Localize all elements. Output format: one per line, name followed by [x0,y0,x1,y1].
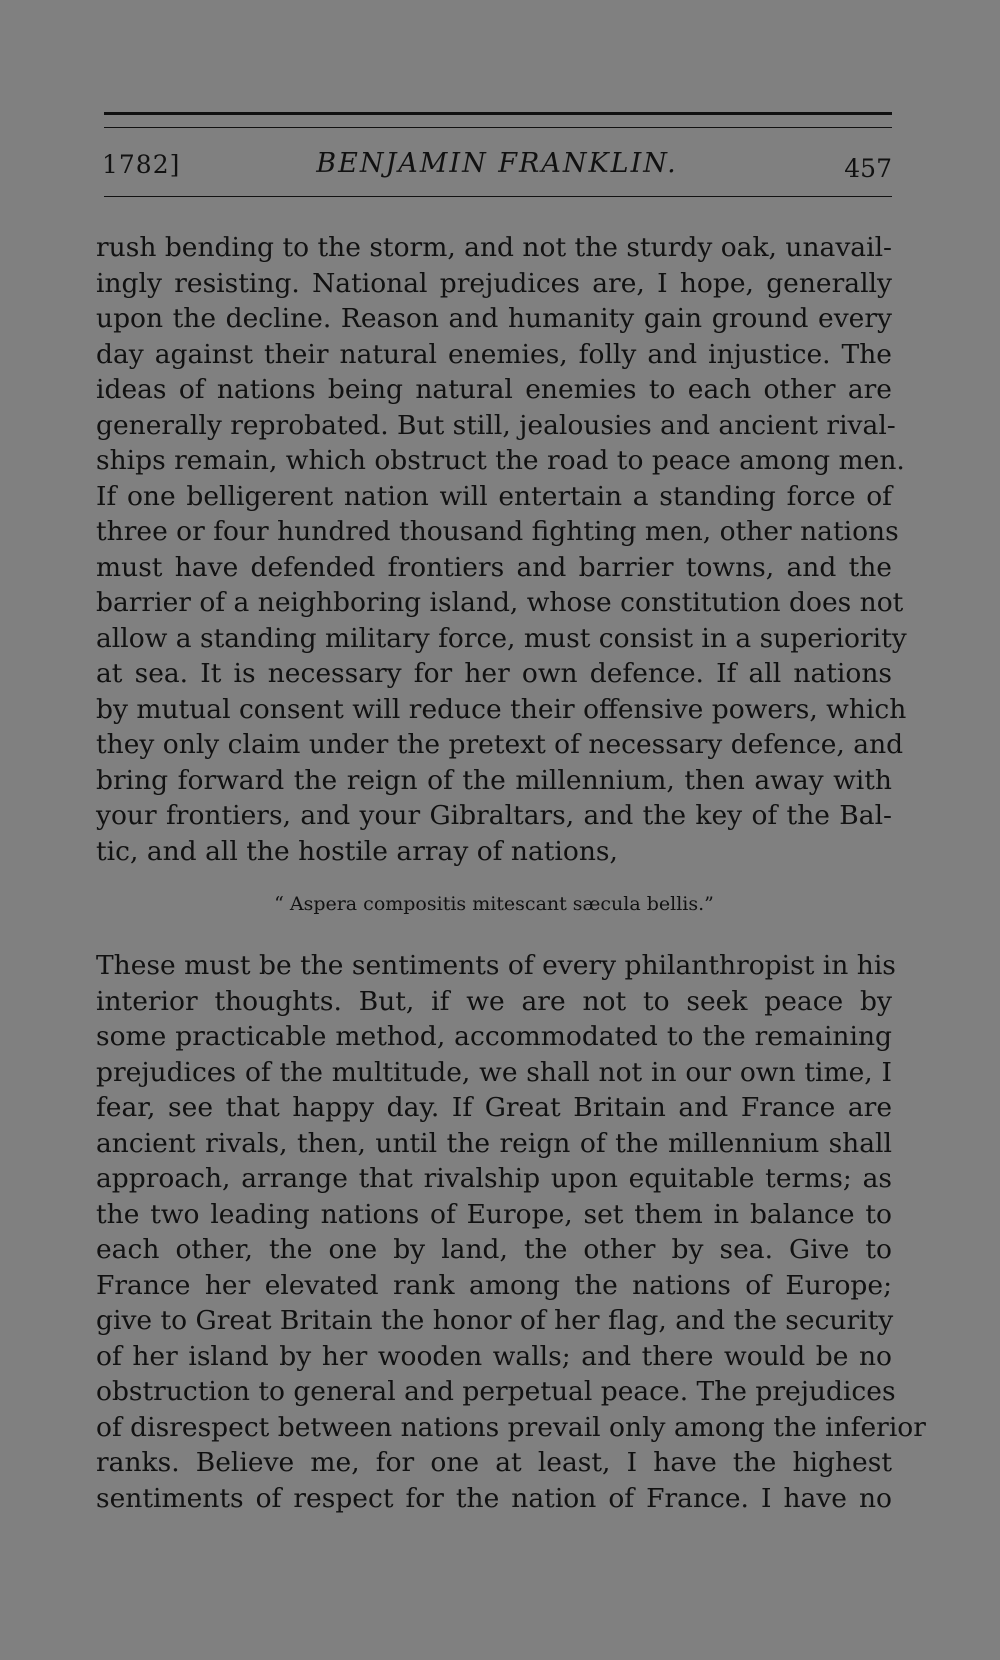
text-line: If one belligerent nation will entertain a standing force of [96,480,892,512]
text-line: generally reprobated. But still, jealousies and ancient rival- [96,409,896,441]
text-line: ingly resisting. National prejudices are, I hope, generally [96,267,892,299]
text-line: ships remain, which obstruct the road to peace among men. [96,445,905,476]
text-line: These must be the sentiments of every philanthropist in his [96,950,896,981]
text-line: rush bending to the storm, and not the sturdy oak, unavail- [96,232,892,263]
text-line: approach, arrange that rivalship upon equitable terms; as [96,1163,892,1194]
text-line: some practicable method, accommodated to the remaining [96,1021,892,1052]
header-rule-bottom [104,196,892,197]
text-line: by mutual consent will reduce their offensive powers, which [96,693,907,725]
page-number: 457 [844,154,892,183]
text-line: ancient rivals, then, until the reign of the millennium shall [96,1127,892,1159]
text-line: your frontiers, and your Gibraltars, and the key of the Bal- [96,800,892,831]
text-line: obstruction to general and perpetual peace. The prejudices [96,1376,896,1407]
running-title: BENJAMIN FRANKLIN. [316,148,678,179]
text-line: upon the decline. Reason and humanity gain ground every [96,303,892,334]
text-line: interior thoughts. But, if we are not to seek peace by [96,985,892,1017]
text-line: ranks. Believe me, for one at least, I have the highest [96,1447,892,1478]
text-line: barrier of a neighboring island, whose constitution does not [96,587,904,618]
text-line: tic, and all the hostile array of nations, [96,835,618,867]
text-line: of disrespect between nations prevail only among the inferior [96,1411,926,1443]
text-line: bring forward the reign of the millennium, then away with [96,764,892,796]
text-line: sentiments of respect for the nation of France. I have no [96,1482,892,1514]
text-line: three or four hundred thousand fighting men, other nations [96,516,899,547]
paragraph-1 [96,230,907,869]
text-line: they only claim under the pretext of necessary defence, and [96,729,904,760]
text-line: day against their natural enemies, folly and injustice. The [96,338,892,370]
text-line: France her elevated rank among the nations of Europe; [96,1269,892,1301]
running-year: 1782] [102,150,181,179]
text-line: of her island by her wooden walls; and there would be no [96,1340,892,1372]
text-line: fear, see that happy day. If Great Britain and France are [96,1092,892,1123]
header-rule-second [104,127,892,128]
running-header [102,150,892,190]
latin-quotation: “ Aspera compositis mitescant sæcula bellis.” [274,893,714,915]
text-line: must have defended frontiers and barrier towns, and the [96,551,892,583]
text-line: the two leading nations of Europe, set them in balance to [96,1198,892,1230]
text-line: ideas of nations being natural enemies to each other are [96,374,892,405]
text-line: give to Great Britain the honor of her flag, and the security [96,1305,894,1336]
text-line: each other, the one by land, the other by sea. Give to [96,1234,892,1265]
text-line: prejudices of the multitude, we shall not in our own time, I [96,1056,892,1088]
header-rule-top [104,112,892,115]
paragraph-2 [96,948,926,1516]
text-line: at sea. It is necessary for her own defence. If all nations [96,658,892,689]
text-line: allow a standing military force, must consist in a superiority [96,622,907,654]
